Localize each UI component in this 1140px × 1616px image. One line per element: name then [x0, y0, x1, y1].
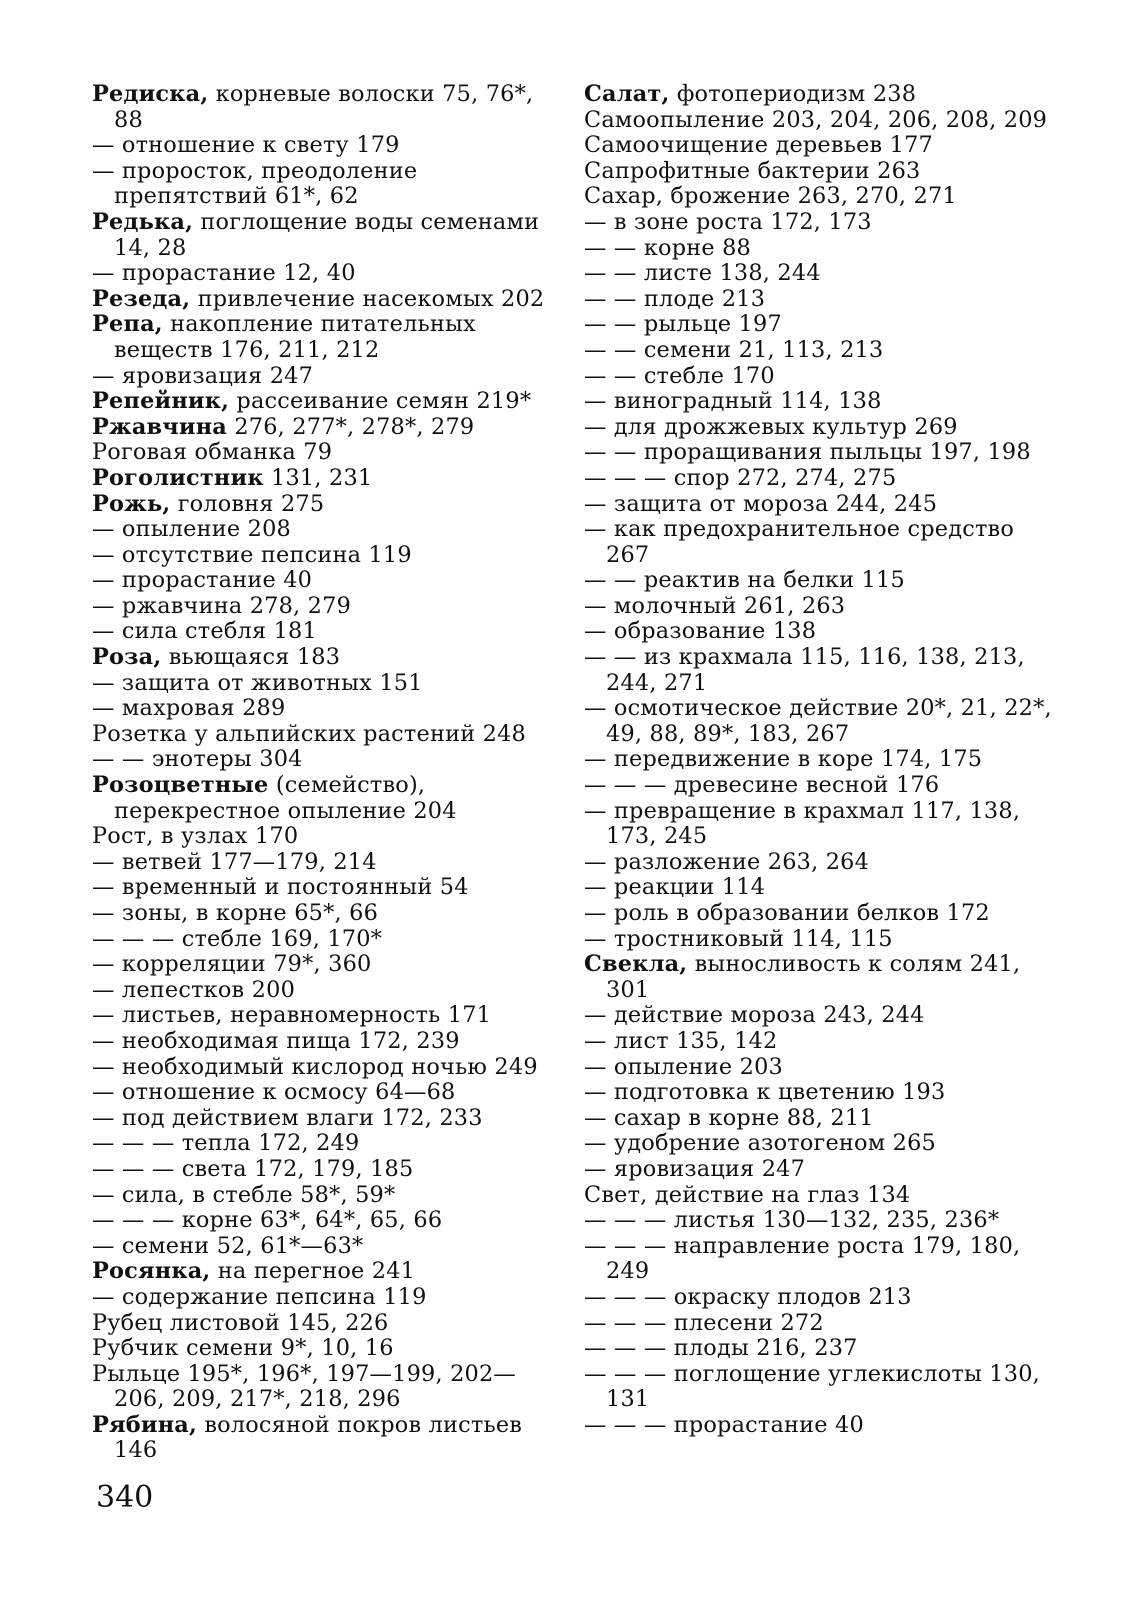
index-entry	[92, 645, 552, 671]
index-entry-text: — роль в образовании белков 172	[584, 900, 990, 926]
index-entry	[92, 1234, 552, 1260]
index-entry	[584, 364, 1054, 390]
index-entry	[584, 1362, 1054, 1413]
index-entry-text: — как предохранительное средство 267	[584, 516, 1015, 568]
index-entry	[584, 261, 1054, 287]
index-entry	[92, 671, 552, 697]
index-entry-text: Свет, действие на глаз 134	[584, 1181, 911, 1208]
index-headword: Редиска,	[92, 81, 209, 107]
index-entry	[584, 184, 1054, 210]
index-entry-text: — лист 135, 142	[584, 1027, 778, 1054]
index-entry	[584, 415, 1054, 441]
index-entry-text: — удобрение азотогеном 265	[584, 1130, 936, 1157]
index-entry	[92, 594, 552, 620]
index-entry-text: — — плоде 213	[584, 285, 766, 312]
index-entry	[584, 901, 1054, 927]
index-entry-text: вьющаяся 183	[161, 644, 341, 671]
index-entry	[92, 978, 552, 1004]
index-entry-text: — для дрожжевых культур 269	[584, 413, 958, 440]
index-entry-text: — временный и постоянный 54	[92, 874, 469, 901]
index-entry	[92, 159, 552, 210]
index-entry-text: — прорастание 40	[92, 567, 313, 594]
index-entry-text: — — — света 172, 179, 185	[92, 1155, 414, 1182]
index-entry	[584, 287, 1054, 313]
index-entry	[584, 1336, 1054, 1362]
index-entry	[92, 440, 552, 466]
index-entry	[584, 466, 1054, 492]
index-entry-text: 276, 277*, 278*, 279	[227, 413, 475, 440]
index-entry-text: — — рыльце 197	[584, 311, 782, 338]
index-entry-text: Рыльце 195*, 196*, 197—199, 202—206, 209, 217*, 218, 296	[92, 1360, 517, 1413]
index-entry-text: — под действием влаги 172, 233	[92, 1104, 483, 1131]
index-headword: Рожь,	[92, 490, 171, 517]
index-entry-text: привлечение насекомых 202	[190, 285, 545, 312]
index-headword: Резеда,	[92, 285, 191, 312]
index-entry	[92, 415, 552, 441]
index-entry-text: головня 275	[170, 490, 325, 517]
index-entry-text: — — — стебле 169, 170*	[92, 925, 383, 952]
index-entry-text: — махровая 289	[92, 695, 286, 722]
index-entry-text: — сила стебля 181	[92, 618, 317, 645]
index-entry-text: Сахар, брожение 263, 270, 271	[584, 183, 957, 210]
index-entry	[584, 236, 1054, 262]
index-entry-text: волосяной покров листьев 146	[114, 1411, 523, 1464]
index-entry-text: — необходимый кислород ночью 249	[92, 1053, 538, 1080]
index-entry-text: — передвижение в коре 174, 175	[584, 746, 983, 773]
index-entry-text: — защита от животных 151	[92, 669, 423, 696]
index-entry	[92, 1413, 552, 1464]
index-entry-text: Сапрофитные бактерии 263	[584, 157, 921, 184]
index-entry-text: — листьев, неравномерность 171	[92, 1002, 492, 1029]
index-entry	[92, 747, 552, 773]
index-entry-text: — — — поглощение углекислоты 130, 131	[584, 1360, 1040, 1413]
index-entry-text: поглощение воды семенами 14, 28	[114, 208, 540, 261]
index-entry	[584, 1131, 1054, 1157]
index-entry	[584, 1080, 1054, 1106]
index-entry-text: — — листе 138, 244	[584, 260, 821, 287]
index-entry-text: — — — плесени 272	[584, 1309, 824, 1336]
index-entry	[92, 901, 552, 927]
index-entry-text: Самоопыление 203, 204, 206, 208, 209	[584, 106, 1048, 133]
index-entry-text: — действие мороза 243, 244	[584, 1002, 925, 1029]
index-entry	[92, 1003, 552, 1029]
index-entry	[584, 799, 1054, 850]
index-entry-text: — ветвей 177—179, 214	[92, 848, 377, 875]
index-entry-text: выносливость к солям 241, 301	[606, 951, 1021, 1003]
index-entry	[92, 210, 552, 261]
index-headword: Салат,	[584, 81, 670, 107]
index-entry-text: — — — окраску плодов 213	[584, 1283, 912, 1310]
index-entry	[92, 722, 552, 748]
index-entry-text: Роговая обманка 79	[92, 439, 333, 466]
index-entry	[92, 1106, 552, 1132]
index-entry-text: — — стебле 170	[584, 362, 775, 389]
index-entry	[92, 389, 552, 415]
index-entry	[584, 440, 1054, 466]
index-entry	[92, 466, 552, 492]
index-entry	[92, 82, 552, 133]
index-entry-text: — — — плоды 216, 237	[584, 1335, 858, 1362]
index-entry-text: корневые волоски 75, 76*, 88	[114, 81, 534, 133]
index-entry	[92, 517, 552, 543]
index-entry	[584, 1157, 1054, 1183]
page-number: 340	[96, 1480, 154, 1515]
index-headword: Ржавчина	[92, 413, 228, 440]
index-entry-text: — — — направление роста 179, 180, 249	[584, 1232, 1021, 1285]
index-entry	[584, 1234, 1054, 1285]
index-headword: Роголистник	[92, 464, 264, 491]
index-entry-text: — осмотическое действие 20*, 21, 22*, 49, 88, 89*, 183, 267	[584, 695, 1052, 747]
index-entry	[92, 1259, 552, 1285]
index-entry-text: (семейство), перекрестное опыление 204	[114, 772, 457, 824]
index-entry	[584, 696, 1054, 747]
index-entry-text: — — проращивания пыльцы 197, 198	[584, 439, 1031, 466]
index-headword: Свекла,	[584, 951, 688, 978]
index-entry-text: — корреляции 79*, 360	[92, 951, 372, 978]
index-headword: Репа,	[92, 311, 163, 338]
index-entry	[92, 1311, 552, 1337]
index-entry-text: — — — прорастание 40	[584, 1411, 864, 1438]
index-entry	[584, 389, 1054, 415]
index-entry	[584, 517, 1054, 568]
index-entry-text: — подготовка к цветению 193	[584, 1079, 946, 1106]
index-entry	[584, 927, 1054, 953]
index-entry	[584, 1285, 1054, 1311]
index-entry	[92, 619, 552, 645]
index-entry-text: — — энотеры 304	[92, 746, 303, 773]
index-entry-text: — лепестков 200	[92, 976, 296, 1003]
index-entry	[92, 773, 552, 824]
index-entry-text: — — из крахмала 115, 116, 138, 213, 244, 271	[584, 644, 1025, 696]
index-entry-text: рассеивание семян 219*	[229, 388, 532, 415]
index-entry-text: Рубец листовой 145, 226	[92, 1309, 389, 1336]
index-entry	[92, 927, 552, 953]
index-entry	[584, 568, 1054, 594]
index-entry-text: — в зоне роста 172, 173	[584, 208, 872, 235]
index-entry-text: Рубчик семени 9*, 10, 16	[92, 1335, 394, 1362]
index-entry-text: — необходимая пища 172, 239	[92, 1027, 460, 1054]
index-entry-text: — зоны, в корне 65*, 66	[92, 900, 379, 926]
index-entry	[92, 1029, 552, 1055]
index-entry	[92, 568, 552, 594]
index-entry	[584, 850, 1054, 876]
index-entry-text: — — — древесине весной 176	[584, 772, 940, 799]
index-entry-text: — опыление 203	[584, 1053, 783, 1080]
index-entry-text: — защита от мороза 244, 245	[584, 490, 938, 517]
index-entry	[92, 492, 552, 518]
index-entry-text: — семени 52, 61*—63*	[92, 1232, 364, 1259]
index-headword: Рябина,	[92, 1411, 198, 1438]
index-entry-text: — отношение к свету 179	[92, 132, 400, 159]
index-entry	[584, 82, 1054, 108]
index-entry-text: — превращение в крахмал 117, 138, 173, 245	[584, 797, 1021, 850]
index-entry	[92, 1208, 552, 1234]
index-entry-text: — тростниковый 114, 115	[584, 925, 893, 952]
index-entry	[584, 773, 1054, 799]
index-entry	[584, 1311, 1054, 1337]
index-entry	[584, 645, 1054, 696]
index-entry	[92, 850, 552, 876]
index-entry	[584, 108, 1054, 134]
index-entry	[92, 1131, 552, 1157]
index-entry	[584, 1029, 1054, 1055]
index-entry-text: — — корне 88	[584, 234, 752, 261]
index-entry-text: фотопериодизм 238	[669, 81, 917, 107]
index-entry	[92, 312, 552, 363]
index-entry	[92, 133, 552, 159]
index-entry	[92, 543, 552, 569]
index-entry-text: — молочный 261, 263	[584, 592, 846, 619]
index-headword: Роза,	[92, 644, 162, 671]
index-entry-text: — — — спор 272, 274, 275	[584, 464, 897, 491]
index-entry-text: — — — тепла 172, 249	[92, 1130, 360, 1157]
index-headword: Розоцветные	[92, 772, 269, 799]
index-entry	[584, 210, 1054, 236]
index-entry	[92, 952, 552, 978]
index-entry-text: накопление питательных веществ 176, 211, 212	[114, 311, 476, 363]
index-entry-text: — сила, в стебле 58*, 59*	[92, 1181, 396, 1208]
index-entry-text: — отношение к осмосу 64—68	[92, 1079, 456, 1106]
index-entry-text: — — реактив на белки 115	[584, 567, 905, 594]
index-entry	[92, 1336, 552, 1362]
index-entry-text: Рост, в узлах 170	[92, 823, 299, 850]
index-entry	[584, 594, 1054, 620]
index-entry	[584, 747, 1054, 773]
index-entry	[584, 159, 1054, 185]
index-entry	[92, 875, 552, 901]
index-entry-text: — проросток, преодоление препятствий 61*, 62	[92, 157, 418, 210]
index-column-right	[584, 82, 1054, 1438]
index-entry-text: — разложение 263, 264	[584, 848, 870, 875]
index-entry-text: — яровизация 247	[584, 1155, 806, 1182]
index-entry	[92, 824, 552, 850]
index-entry	[584, 1413, 1054, 1439]
index-entry-text: на перегное 241	[210, 1258, 416, 1285]
index-entry-text: — сахар в корне 88, 211	[584, 1104, 874, 1131]
index-entry	[584, 619, 1054, 645]
index-entry-text: Розетка у альпийских растений 248	[92, 720, 526, 747]
index-entry	[584, 133, 1054, 159]
index-column-left	[92, 82, 552, 1464]
index-entry	[92, 1157, 552, 1183]
index-entry-text: — — — корне 63*, 64*, 65, 66	[92, 1207, 443, 1234]
index-entry	[92, 1055, 552, 1081]
index-entry-text: — — семени 21, 113, 213	[584, 336, 884, 363]
index-headword: Редька,	[92, 208, 194, 235]
index-entry-text: — отсутствие пепсина 119	[92, 541, 412, 568]
index-entry	[92, 287, 552, 313]
index-entry-text: — виноградный 114, 138	[584, 388, 882, 415]
index-entry	[584, 952, 1054, 1003]
index-entry	[584, 1106, 1054, 1132]
index-entry-text: 131, 231	[263, 464, 373, 491]
index-entry	[584, 1183, 1054, 1209]
index-entry-text: — яровизация 247	[92, 362, 314, 389]
index-entry	[584, 1208, 1054, 1234]
index-entry	[92, 364, 552, 390]
index-entry	[92, 261, 552, 287]
index-entry	[92, 1362, 552, 1413]
index-entry	[92, 1285, 552, 1311]
index-entry-text: — прорастание 12, 40	[92, 260, 356, 287]
index-entry	[584, 492, 1054, 518]
index-entry	[92, 696, 552, 722]
index-entry	[584, 338, 1054, 364]
index-entry-text: — реакции 114	[584, 874, 766, 901]
index-entry	[92, 1183, 552, 1209]
index-entry-text: — опыление 208	[92, 516, 291, 543]
index-headword: Репейник,	[92, 388, 230, 415]
index-entry-text: — образование 138	[584, 618, 817, 645]
index-entry	[584, 1003, 1054, 1029]
index-entry	[584, 875, 1054, 901]
index-entry-text: — содержание пепсина 119	[92, 1283, 427, 1310]
index-entry-text: — — — листья 130—132, 235, 236*	[584, 1207, 1000, 1234]
index-entry	[584, 1055, 1054, 1081]
index-entry-text: — ржавчина 278, 279	[92, 592, 352, 619]
index-entry	[92, 1080, 552, 1106]
index-entry-text: Самоочищение деревьев 177	[584, 132, 933, 159]
index-headword: Росянка,	[92, 1258, 211, 1285]
index-entry	[584, 312, 1054, 338]
